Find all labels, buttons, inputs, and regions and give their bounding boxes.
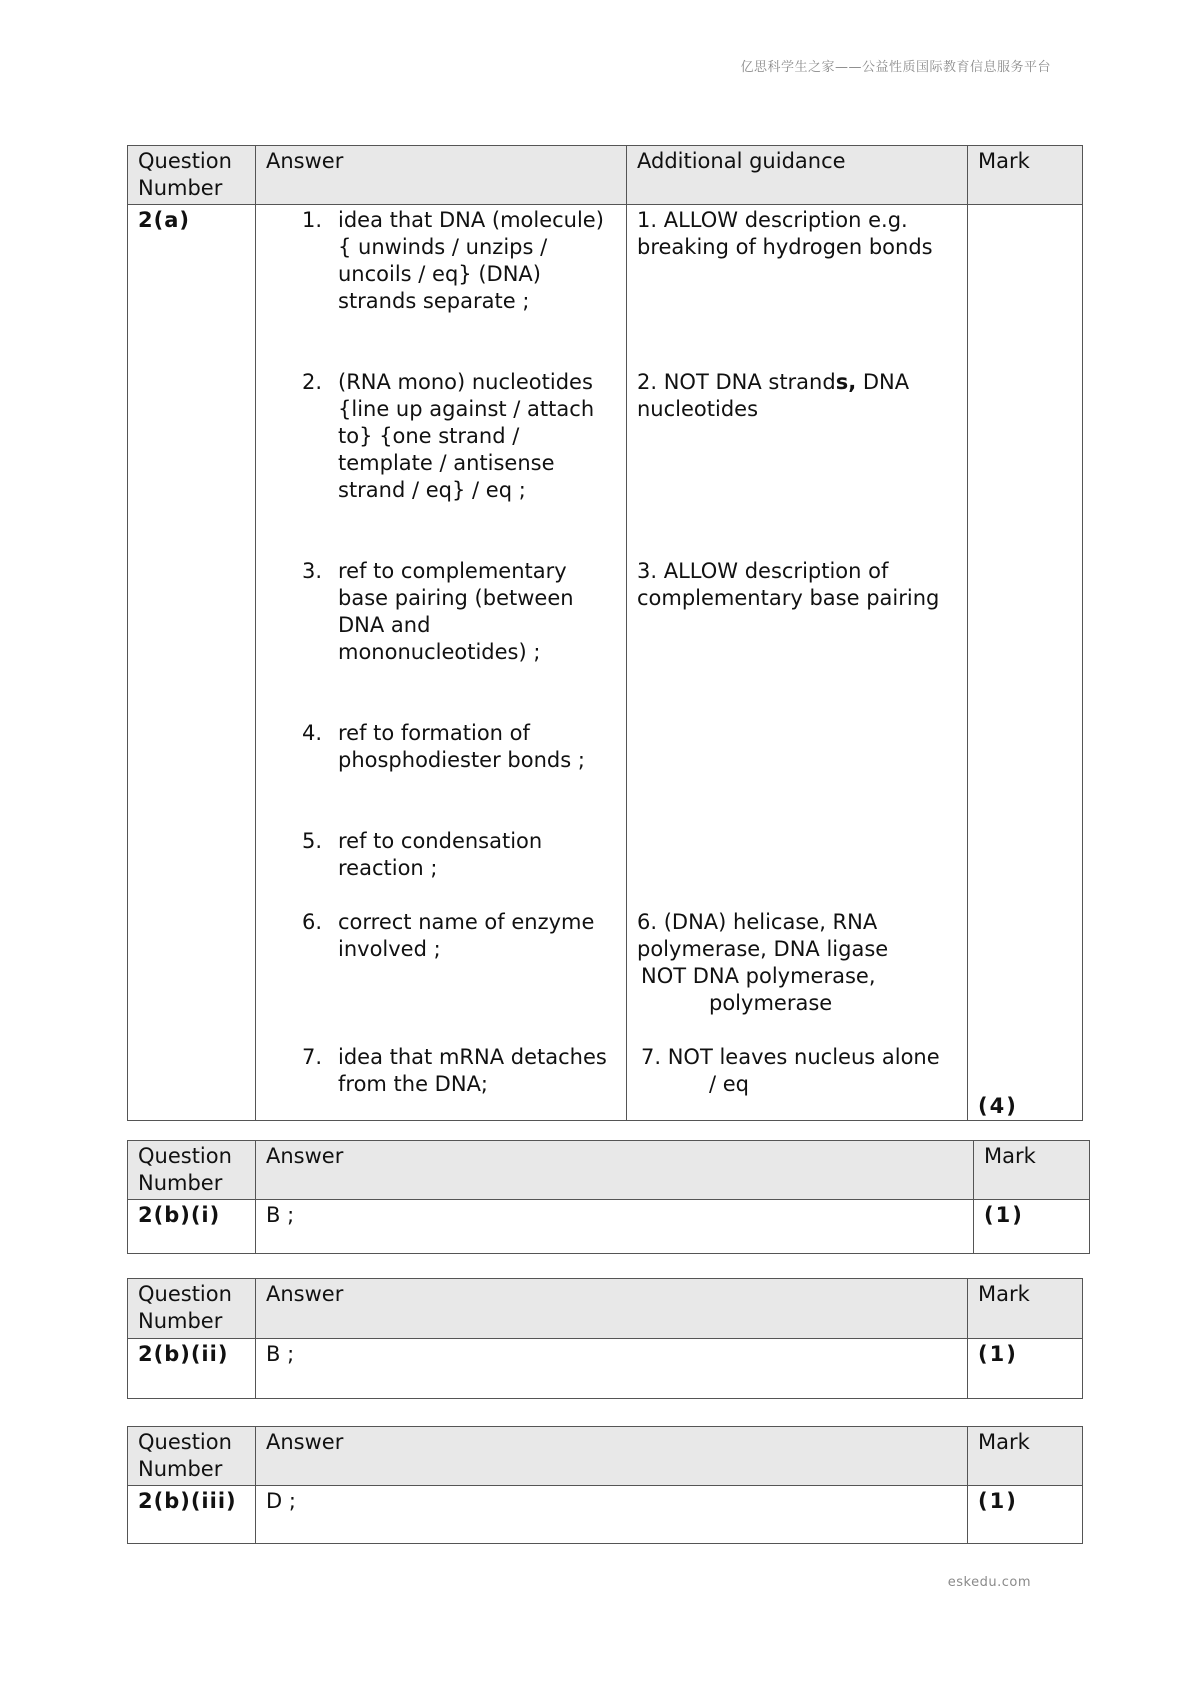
mark-scheme-table-2a bbox=[127, 145, 1083, 1121]
answer-point-6: 6. correct name of enzyme involved ; bbox=[302, 910, 595, 961]
answer-header: Answer bbox=[256, 1279, 968, 1339]
page-header-note: 亿思科学生之家——公益性质国际教育信息服务平台 bbox=[740, 60, 1051, 75]
page-footer-note: eskedu.com bbox=[947, 1575, 1031, 1590]
question-number: 2(b)(ii) bbox=[128, 1339, 256, 1399]
guidance-6: 6. (DNA) helicase, RNA polymerase, DNA ligase NOT DNA polymerase, polymerase bbox=[637, 910, 889, 1015]
mark-cell bbox=[968, 205, 1083, 1121]
table-row bbox=[128, 205, 1083, 1121]
table-row bbox=[128, 1339, 1083, 1399]
mark-scheme-table-2bi bbox=[127, 1140, 1090, 1254]
answer-cell bbox=[256, 205, 627, 1121]
mark-header: Mark bbox=[968, 1427, 1083, 1486]
guidance-2: 2. NOT DNA strands, DNA nucleotides bbox=[637, 370, 910, 421]
mark-scheme-table-2biii bbox=[127, 1426, 1083, 1544]
answer-point-3: 3. ref to complementary base pairing (between DNA and mononucleotides) ; bbox=[302, 559, 574, 664]
question-number: 2(a) bbox=[128, 205, 256, 1121]
mark-value: (1) bbox=[968, 1486, 1083, 1544]
guidance-7: 7. NOT leaves nucleus alone / eq bbox=[641, 1045, 940, 1096]
table-header-row bbox=[128, 1427, 1083, 1486]
mark-value: (1) bbox=[974, 1200, 1090, 1254]
table-row bbox=[128, 1486, 1083, 1544]
guidance-cell bbox=[627, 205, 968, 1121]
answer-header: Answer bbox=[256, 146, 627, 205]
guidance-1: 1. ALLOW description e.g. breaking of hydrogen bonds bbox=[637, 208, 933, 259]
mark-header: Mark bbox=[974, 1141, 1090, 1200]
mark-value: (4) bbox=[978, 1094, 1018, 1118]
answer-cell: D ; bbox=[256, 1486, 968, 1544]
answer-point-5: 5. ref to condensation reaction ; bbox=[302, 829, 543, 880]
answer-point-1: 1. idea that DNA (molecule){ unwinds / unzips / uncoils / eq} (DNA) strands separate ; bbox=[302, 208, 604, 313]
question-number-header: Question Number bbox=[128, 146, 256, 205]
answer-cell: B ; bbox=[256, 1200, 974, 1254]
mark-scheme-table-2bii bbox=[127, 1278, 1083, 1399]
answer-cell: B ; bbox=[256, 1339, 968, 1399]
answer-point-4: 4. ref to formation of phosphodiester bonds ; bbox=[302, 721, 585, 772]
mark-header: Mark bbox=[968, 1279, 1083, 1339]
question-number-header: Question Number bbox=[128, 1427, 256, 1486]
table-row bbox=[128, 1200, 1090, 1254]
answer-header: Answer bbox=[256, 1141, 974, 1200]
question-number: 2(b)(i) bbox=[128, 1200, 256, 1254]
question-number: 2(b)(iii) bbox=[128, 1486, 256, 1544]
answer-list bbox=[266, 207, 616, 1098]
table-header-row bbox=[128, 146, 1083, 205]
answer-header: Answer bbox=[256, 1427, 968, 1486]
answer-point-2: 2. (RNA mono) nucleotides {line up against / attach to} {one strand / template / antisense strand / eq} / eq ; bbox=[302, 370, 595, 502]
question-number-header: Question Number bbox=[128, 1279, 256, 1339]
guidance-header: Additional guidance bbox=[627, 146, 968, 205]
table-header-row bbox=[128, 1279, 1083, 1339]
answer-point-7: 7. idea that mRNA detaches from the DNA; bbox=[302, 1045, 607, 1096]
table-header-row bbox=[128, 1141, 1090, 1200]
mark-header: Mark bbox=[968, 146, 1083, 205]
guidance-3: 3. ALLOW description of complementary base pairing bbox=[637, 559, 940, 610]
mark-value: (1) bbox=[968, 1339, 1083, 1399]
question-number-header: Question Number bbox=[128, 1141, 256, 1200]
